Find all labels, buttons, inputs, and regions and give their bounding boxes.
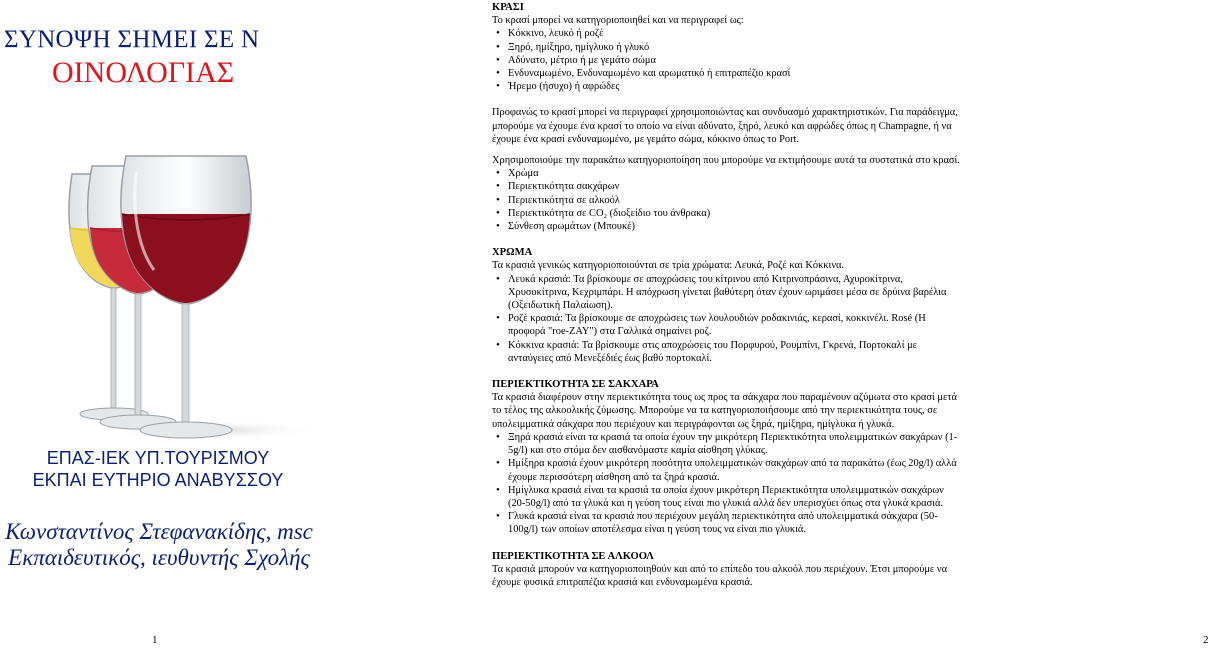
- page-number-right: 2: [1203, 634, 1209, 646]
- paragraph: Προφανώς το κρασί μπορεί να περιγραφεί χρησιμοποιώντας και συνδυασμό χαρακτηριστικών. Για παράδειγμα, μπορούμε να έχουμε ένα κρασί το οποίο να είναι αδύνατο, ξηρό, λευκό και αφρώδες όπως η Champagne, ή να έχουμε ένα κρασί ενδυναμωμένο, με γεμάτο σώμα, κόκκινο όπως το Port.: [492, 107, 958, 145]
- list-item: • Περιεκτικότητα σακχάρων: [508, 180, 962, 193]
- list-item: • Γλυκά κρασιά είναι τα κρασιά που περιέχουν μεγάλη περιεκτικότητα από υπολειμματικά σάκχαρα (50-100g/l) των οποίων αποτέλεσμα είναι η γεύση τους να είναι πιο γλυκιά.: [508, 510, 962, 536]
- author-name: Κωνσταντίνος Στεφανακίδης, msc: [5, 519, 313, 544]
- list-item: • Κόκκινο, λευκό ή ροζέ: [508, 27, 962, 40]
- components-list: [492, 167, 962, 233]
- paragraph: Χρησιμοποιούμε την παρακάτω κατηγοριοποίηση που μπορούμε να εκτιμήσουμε αυτά τα συστατικά στο κρασί.: [492, 155, 960, 167]
- section-intro: Τα κρασιά διαφέρουν στην περιεκτικότητα τους ως προς τα σάκχαρα που παραμένουν αζύμωτα στο κρασί μετά το τέλος της αλκοολικής ζύμωσης. Μπορούμε να τα κατηγοριοποιήσουμε από την περιεκτικότητα τους, σε υπολειμματικά σάκχαρα που περιέχουν και περιγράφονται ως ξηρά, ημίξηρα, ημίγλυκα ή γλυκά.: [492, 392, 957, 430]
- school-name-line1: ΕΠΑΣ-ΙΕΚ ΥΠ.ΤΟΥΡΙΣΜΟΥ: [46, 448, 270, 468]
- section-heading-alcohol: ΠΕΡΙΕΚΤΙΚΟΤΗΤΑ ΣΕ ΑΛΚΟΟΛ: [492, 550, 654, 562]
- section-intro: Το κρασί μπορεί να κατηγοριοποιηθεί και να περιγραφεί ως:: [492, 15, 744, 27]
- section-heading-sugar: ΠΕΡΙΕΚΤΙΚΟΤΗΤΑ ΣΕ ΣΑΚΧΑΡΑ: [492, 379, 659, 391]
- list-item: • Ήρεμο (ήσυχο) ή αφρώδες: [508, 80, 962, 93]
- list-item: • Ενδυναμωμένο, Ενδυναμωμένο και αρωματικό ή επιτραπέζιο κρασί: [508, 67, 962, 80]
- section-intro: Τα κρασιά μπορούν να κατηγοριοποιηθούν και από το επίπεδο του αλκοόλ που περιέχουν. Έτσι μπορούμε να έχουμε φυσικά επιτραπέζια κρασιά και ενδυναμωμένα κρασιά.: [492, 563, 948, 588]
- list-item: • Περιεκτικότητα σε αλκοόλ: [508, 194, 962, 207]
- list-item: • Λευκά κρασιά: Τα βρίσκουμε σε αποχρώσεις του κίτρινου από Κιτρινοπράσινα, Αχυροκίτρινα, Χρυσοκίτρινα, Κεχριμπάρι. Η απόχρωση γίνεται βαθύτερη όταν έχουν ωριμάσει μέσα σε δρύινα βαρέλια (Οξειδωτική Παλαίωση).: [508, 273, 962, 313]
- school-name-line2: ΕΚΠΑΙ ΕΥΤΗΡΙΟ ΑΝΑΒΥΣΣΟΥ: [32, 470, 284, 490]
- document-title-line1: ΣΥΝΟΨΗ ΣΗΜΕΙ ΣΕ Ν: [4, 26, 260, 53]
- list-item: • Ημίξηρα κρασιά έχουν μικρότερη ποσότητα υπολειμματικών σακχάρων από τα παρακάτω (έως 20g/l) αλλά έχουμε περισσότερη αίσθηση από τα ξηρά κρασιά.: [508, 457, 962, 483]
- color-list: [492, 273, 962, 365]
- wine-glasses-illustration: [62, 152, 324, 442]
- document-body: [492, 1, 962, 589]
- section-heading-wine: ΚΡΑΣΙ: [492, 2, 524, 13]
- list-item: • Σύνθεση αρωμάτων (Μπουκέ): [508, 220, 962, 233]
- author-role: Εκπαιδευτικός, ιευθυντής Σχολής: [8, 545, 310, 570]
- list-item: • Ξηρό, ημίξηρο, ημίγλυκο ή γλυκό: [508, 41, 962, 54]
- list-item: • Χρώμα: [508, 167, 962, 180]
- list-item: • Ροζέ κρασιά: Τα βρίσκουμε σε αποχρώσεις των λουλουδιών ροδακινιάς, κερασί, κοκκινέλι. Rosé (Η προφορά "roe-ZAY") στα Γαλλικά σημαίνει ροζ.: [508, 312, 962, 338]
- list-item: • Περιεκτικότητα σε CO₂ (διοξείδιο του άνθρακα): [508, 207, 962, 220]
- page-number-left: 1: [152, 634, 158, 646]
- left-page: [0, 0, 480, 648]
- sugar-list: [492, 431, 962, 537]
- section-intro: Τα κρασιά γενικώς κατηγοριοποιούνται σε τρία χρώματα: Λευκά, Ροζέ και Κόκκινα.: [492, 260, 845, 272]
- document-title-line2: ΟΙΝΟΛΟΓΙΑΣ: [52, 56, 235, 89]
- list-item: • Ξηρά κρασιά είναι τα κρασιά τα οποία έχουν την μικρότερη Περιεκτικότητα υπολειμματικών σακχάρων (1-5g/l) και στο στόμα δεν αισθανόμαστε καμία αίσθηση γλύκας.: [508, 431, 962, 457]
- list-item: • Κόκκινα κρασιά: Τα βρίσκουμε στις αποχρώσεις του Πορφυρού, Ρουμπίνι, Γκρενά, Πορτοκαλί με ανταύγειες από Μενεξέδιές έως βαθύ πορτοκαλί.: [508, 339, 962, 365]
- list-item: • Αδύνατο, μέτριο ή με γεμάτο σώμα: [508, 54, 962, 67]
- list-item: • Ημίγλυκα κρασιά είναι τα κρασιά τα οποία έχουν μικρότερη Περιεκτικότητα υπολειμματικών σακχάρων (20-50g/l) από τα γλυκά και η γεύση τους είναι πιο γλυκιά αλλά δεν υπερισχύει όπως στα γλυκά κρασιά.: [508, 484, 962, 510]
- wine-description-list: [492, 27, 962, 93]
- section-heading-color: ΧΡΩΜΑ: [492, 247, 533, 259]
